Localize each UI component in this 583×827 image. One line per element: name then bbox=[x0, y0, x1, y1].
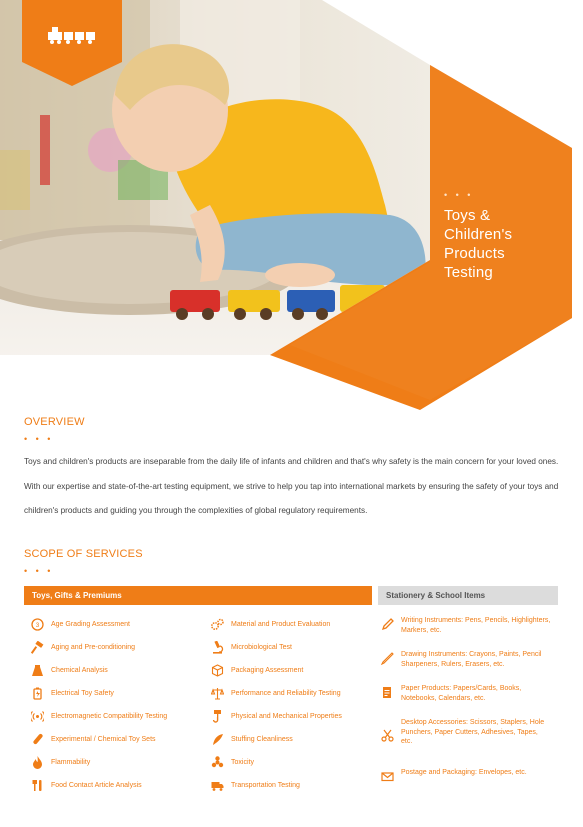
crane-hook-icon bbox=[210, 709, 224, 723]
service-label: Electromagnetic Compatibility Testing bbox=[51, 712, 168, 720]
stationery-item bbox=[380, 684, 551, 703]
stationery-label: Drawing Instruments: Crayons, Paints, Pencil Sharpeners, Rulers, Erasers, etc. bbox=[401, 651, 542, 668]
service-label: Physical and Mechanical Properties bbox=[231, 712, 342, 720]
service-item bbox=[210, 731, 293, 747]
hammer-icon bbox=[30, 640, 44, 654]
service-label: Transportation Testing bbox=[231, 781, 300, 789]
stationery-label: Postage and Packaging: Envelopes, etc. bbox=[401, 769, 527, 776]
stationery-label: Desktop Accessories: Scissors, Staplers, Hole Punchers, Paper Cutters, Adhesives, Tapes, etc. bbox=[401, 719, 545, 745]
service-item bbox=[210, 685, 341, 701]
signal-icon bbox=[30, 709, 44, 723]
service-label: Flammability bbox=[51, 758, 91, 766]
service-item bbox=[30, 777, 142, 793]
stationery-label: Paper Products: Papers/Cards, Books, Notebooks, Calendars, etc. bbox=[401, 685, 522, 702]
stationery-item bbox=[380, 768, 551, 783]
service-item bbox=[30, 754, 90, 770]
stationery-header: Stationery & School Items bbox=[378, 586, 558, 605]
stationery-item bbox=[380, 718, 551, 747]
hero-title-line: Children's bbox=[444, 226, 513, 243]
service-item bbox=[30, 662, 108, 678]
gears-icon bbox=[210, 617, 224, 631]
scope-dots: • • • bbox=[24, 566, 54, 576]
scope-heading: SCOPE OF SERVICES bbox=[24, 548, 143, 560]
svg-text:3: 3 bbox=[35, 622, 39, 629]
service-item bbox=[30, 616, 130, 632]
overview-paragraph: Toys and children's products are inseparable from the daily life of infants and children and that's why safety is the main concern for your loved ones. With our expertise and state-of-the-art testing equipment, we strive to help you tap into international markets by ensuring the safety of your toys and children's products and guiding you through the complexities of global regulatory requirements. bbox=[24, 457, 559, 515]
biohazard-icon bbox=[210, 755, 224, 769]
chemical-icon bbox=[30, 663, 44, 677]
feather-icon bbox=[210, 732, 224, 746]
overview-dots: • • • bbox=[24, 434, 54, 444]
truck-icon bbox=[210, 778, 224, 792]
microscope-icon bbox=[210, 640, 224, 654]
hero-title bbox=[444, 190, 554, 282]
service-item bbox=[210, 708, 342, 724]
pencil-icon bbox=[380, 651, 394, 665]
stationery-item bbox=[380, 616, 551, 635]
box-icon bbox=[210, 663, 224, 677]
battery-icon bbox=[30, 686, 44, 700]
hero-title-line: Toys & bbox=[444, 207, 491, 224]
flame-icon bbox=[30, 755, 44, 769]
service-label: Experimental / Chemical Toy Sets bbox=[51, 735, 156, 743]
service-label: Packaging Assessment bbox=[231, 666, 304, 674]
envelope-icon bbox=[380, 769, 394, 783]
service-label: Food Contact Article Analysis bbox=[51, 781, 142, 789]
stationery-label: Writing Instruments: Pens, Pencils, Highlighters, Markers, etc. bbox=[401, 617, 551, 634]
hero-dots: • • • bbox=[444, 190, 474, 200]
service-item bbox=[210, 616, 330, 632]
service-item bbox=[210, 639, 292, 655]
stationery-item bbox=[380, 650, 551, 669]
age-icon bbox=[30, 617, 44, 631]
hero-title-line: Products bbox=[444, 245, 505, 262]
test-tube-icon bbox=[30, 732, 44, 746]
service-label: Material and Product Evaluation bbox=[231, 620, 331, 628]
service-item bbox=[30, 639, 135, 655]
service-item bbox=[30, 685, 114, 701]
service-item bbox=[30, 708, 167, 724]
document-icon bbox=[380, 685, 394, 699]
service-label: Chemical Analysis bbox=[51, 666, 108, 674]
service-item bbox=[30, 731, 156, 747]
hero-title-line: Testing bbox=[444, 264, 493, 281]
overview-heading: OVERVIEW bbox=[24, 416, 85, 428]
pen-icon bbox=[380, 617, 394, 631]
service-label: Toxicity bbox=[231, 758, 254, 766]
cutlery-icon bbox=[30, 778, 44, 792]
service-label: Electrical Toy Safety bbox=[51, 689, 114, 697]
toys-gifts-header: Toys, Gifts & Premiums bbox=[24, 586, 372, 605]
service-label: Stuffing Cleanliness bbox=[231, 735, 293, 743]
service-item bbox=[210, 777, 300, 793]
service-item bbox=[210, 754, 254, 770]
service-label: Age Grading Assessment bbox=[51, 620, 130, 628]
scissors-icon bbox=[380, 728, 394, 742]
service-label: Aging and Pre-conditioning bbox=[51, 643, 136, 651]
service-label: Performance and Reliability Testing bbox=[231, 689, 341, 697]
service-item bbox=[210, 662, 303, 678]
scale-icon bbox=[210, 686, 224, 700]
service-label: Microbiological Test bbox=[231, 643, 292, 651]
